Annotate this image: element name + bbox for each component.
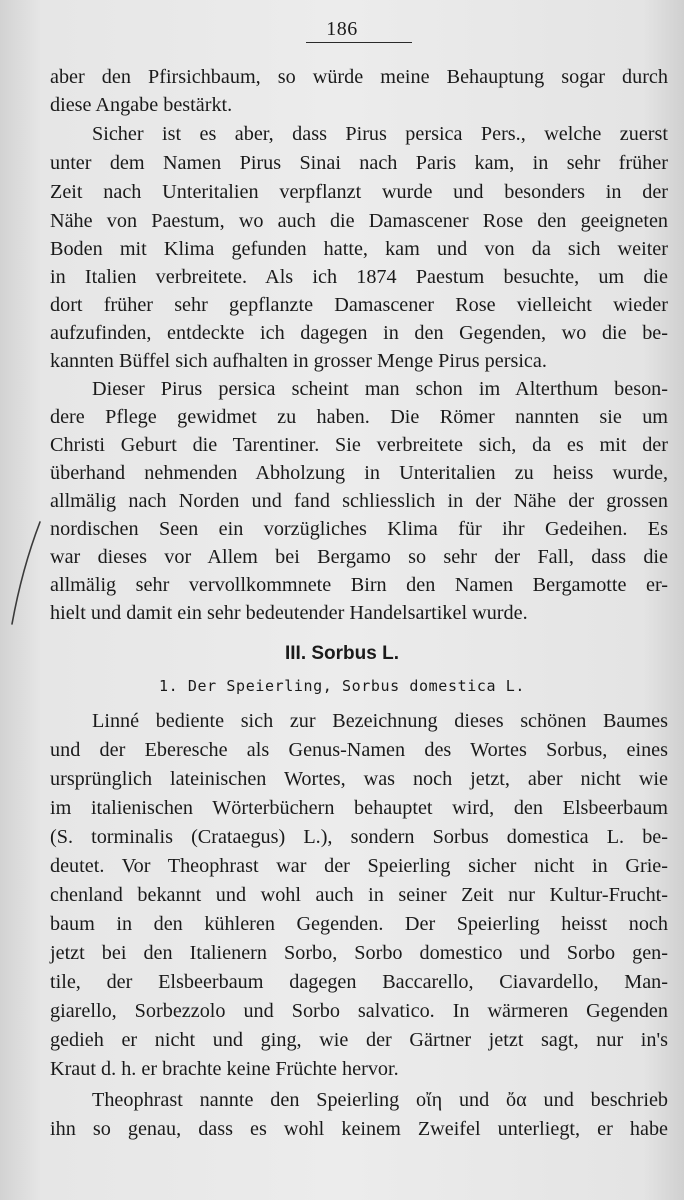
- text-line: deutet. Vor Theophrast war der Speierling sicher nicht in Grie-: [50, 855, 668, 877]
- text-line: dort früher sehr gepflanzte Damascener Rose vielleicht wieder: [50, 294, 668, 316]
- text-line: Sicher ist es aber, dass Pirus persica Pers., welche zuerst: [92, 123, 668, 145]
- text-line: tile, der Elsbeerbaum dagegen Baccarello, Ciavardello, Man-: [50, 971, 668, 993]
- text-line: aufzufinden, entdeckte ich dagegen in den Gegenden, wo die be-: [50, 322, 668, 344]
- text-line: war dieses vor Allem bei Bergamo so sehr der Fall, dass die: [50, 546, 668, 568]
- text-line: giarello, Sorbezzolo und Sorbo salvatico. In wärmeren Gegenden: [50, 1000, 668, 1022]
- text-line: (S. torminalis (Crataegus) L.), sondern Sorbus domestica L. be-: [50, 826, 668, 848]
- text-line: allmälig nach Norden und fand schliesslich in der Nähe der grossen: [50, 490, 668, 512]
- text-line: nordischen Seen ein vorzügliches Klima für ihr Gedeihen. Es: [50, 518, 668, 540]
- text-line: dere Pflege gewidmet zu haben. Die Römer nannten sie um: [50, 406, 668, 428]
- text-line: hielt und damit ein sehr bedeutender Handelsartikel wurde.: [50, 602, 528, 624]
- text-line: Kraut d. h. er brachte keine Früchte hervor.: [50, 1058, 399, 1080]
- text-line: Boden mit Klima gefunden hatte, kam und von da sich weiter: [50, 238, 668, 260]
- text-line: diese Angabe bestärkt.: [50, 94, 233, 116]
- text-line: überhand nehmenden Abholzung in Unteritalien zu heiss wurde,: [50, 462, 668, 484]
- text-line: ihn so genau, dass es wohl keinem Zweifel unterliegt, er habe: [50, 1118, 668, 1140]
- text-line: baum in den kühleren Gegenden. Der Speierling heisst noch: [50, 913, 668, 935]
- text-line: aber den Pfirsichbaum, so würde meine Behauptung sogar durch: [50, 66, 668, 88]
- subsection-heading: 1. Der Speierling, Sorbus domestica L.: [159, 677, 525, 695]
- page-number: 186: [326, 18, 358, 40]
- text-line: allmälig sehr vervollkommnete Birn den Namen Bergamotte er-: [50, 574, 668, 596]
- page-number-rule: [306, 42, 412, 43]
- text-line: gedieh er nicht und ging, wie der Gärtner jetzt sagt, nur in's: [50, 1029, 668, 1051]
- text-line: Dieser Pirus persica scheint man schon im Alterthum beson-: [92, 378, 668, 400]
- text-line: jetzt bei den Italienern Sorbo, Sorbo domestico und Sorbo gen-: [50, 942, 668, 964]
- text-line: Zeit nach Unteritalien verpflanzt wurde und besonders in der: [50, 181, 668, 203]
- margin-pencil-mark: [6, 518, 46, 628]
- text-line: Nähe von Paestum, wo auch die Damascener Rose den geeigneten: [50, 210, 668, 232]
- text-line: und der Eberesche als Genus-Namen des Wortes Sorbus, eines: [50, 739, 668, 761]
- text-line: Christi Geburt die Tarentiner. Sie verbreitete sich, da es mit der: [50, 434, 668, 456]
- text-line: kannten Büffel sich aufhalten in grosser Menge Pirus persica.: [50, 350, 547, 372]
- text-line: in Italien verbreitete. Als ich 1874 Paestum besuchte, um die: [50, 266, 668, 288]
- section-heading: III. Sorbus L.: [284, 643, 399, 664]
- text-line: Theophrast nannte den Speierling οἴη und ὄα und beschrieb: [92, 1089, 668, 1111]
- text-line: Linné bediente sich zur Bezeichnung dieses schönen Baumes: [92, 710, 668, 732]
- text-line: ursprünglich lateinischen Wortes, was noch jetzt, aber nicht wie: [50, 768, 668, 790]
- text-line: chenland bekannt und wohl auch in seiner Zeit nur Kultur-Frucht-: [50, 884, 668, 906]
- text-line: unter dem Namen Pirus Sinai nach Paris kam, in sehr früher: [50, 152, 668, 174]
- text-line: im italienischen Wörterbüchern behauptet wird, den Elsbeerbaum: [50, 797, 668, 819]
